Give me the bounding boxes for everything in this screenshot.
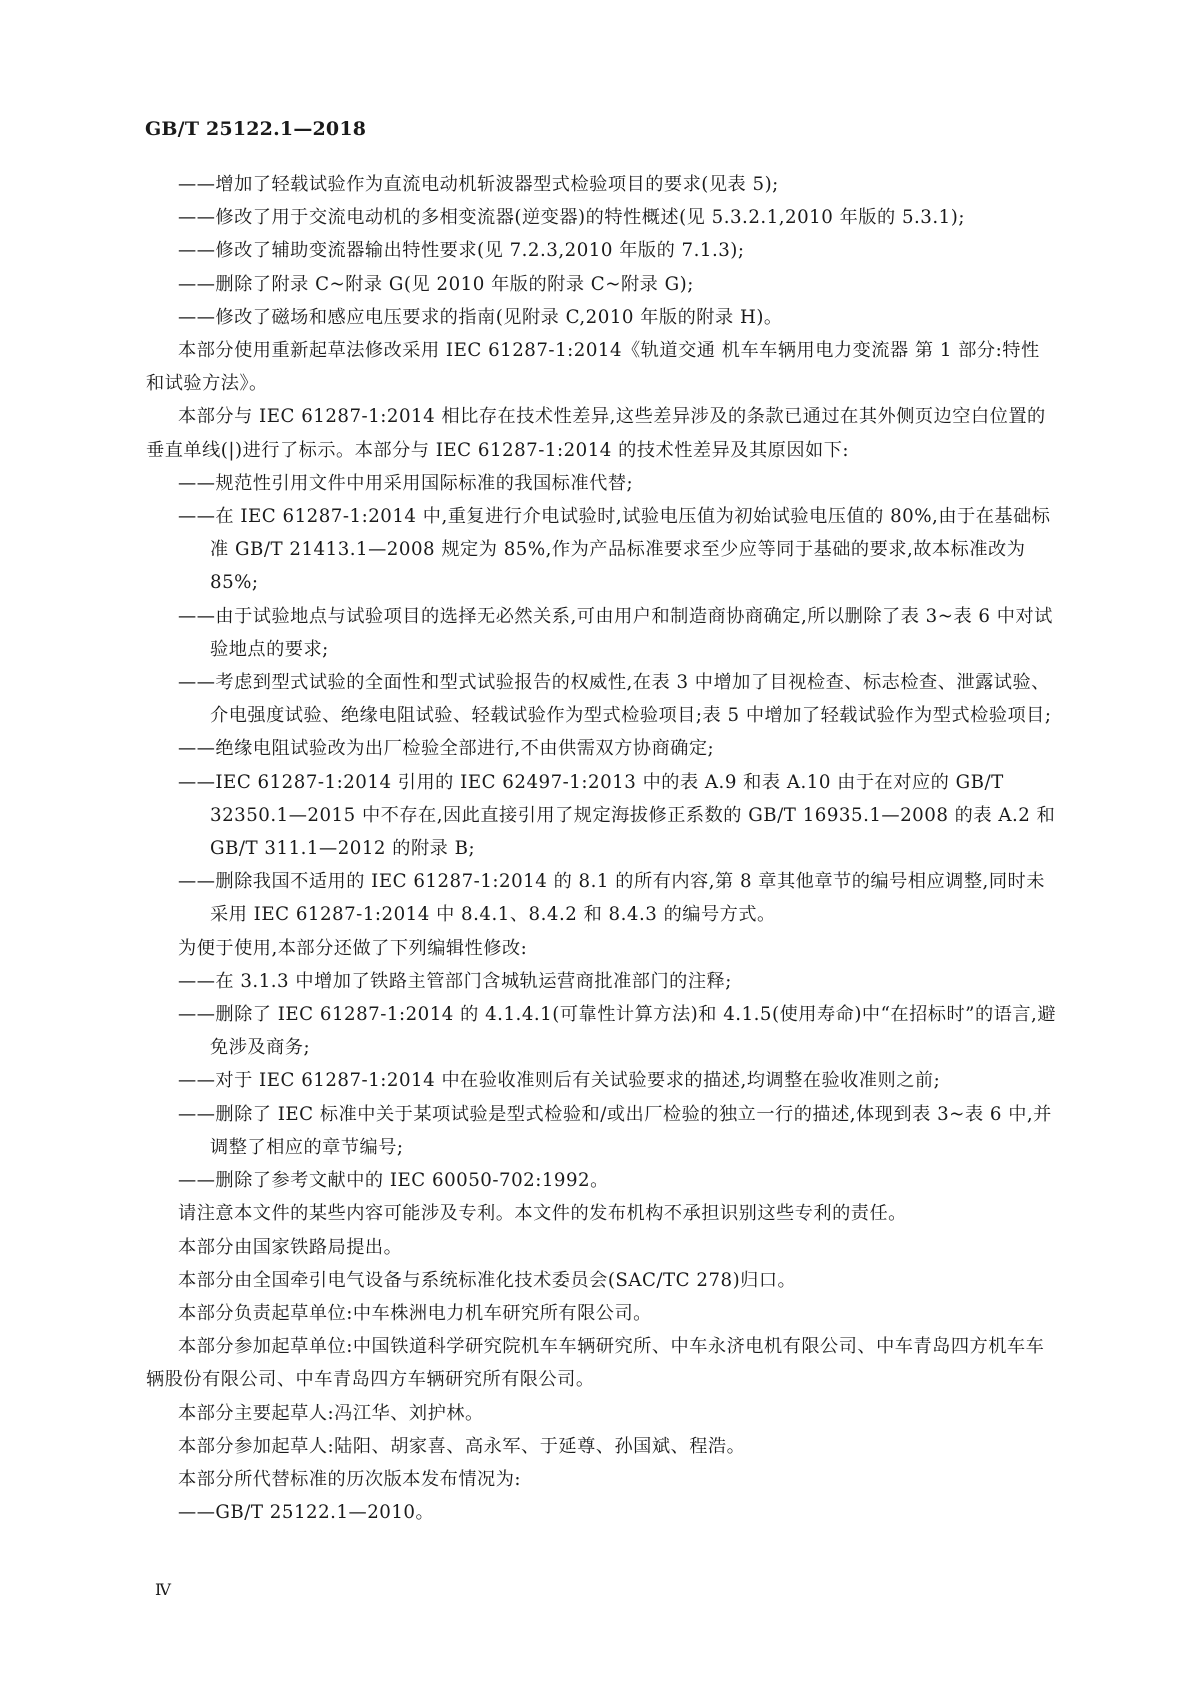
list-item: ——GB/T 25122.1—2010。 xyxy=(178,1502,435,1524)
list-item: ——修改了辅助变流器输出特性要求(见 7.2.3,2010 年版的 7.1.3); xyxy=(178,240,745,262)
list-item: ——删除了参考文献中的 IEC 60050-702:1992。 xyxy=(178,1170,609,1192)
list-item: ——考虑到型式试验的全面性和型式试验报告的权威性,在表 3 中增加了目视检查、标志检查、泄露试验、介电强度试验、绝缘电阻试验、轻载试验作为型式检验项目;表 5 中增加了轻载试验作为型式检验项目; xyxy=(178,672,1052,727)
paragraph: 为便于使用,本部分还做了下列编辑性修改: xyxy=(178,937,528,959)
document-body xyxy=(146,168,1058,1529)
page-number: Ⅳ xyxy=(155,1580,171,1599)
paragraph: 本部分主要起草人:冯江华、刘护林。 xyxy=(178,1402,484,1424)
paragraph: 本部分使用重新起草法修改采用 IEC 61287-1:2014《轨道交通 机车车辆用电力变流器 第 1 部分:特性和试验方法》。 xyxy=(146,340,1040,395)
list-item: ——修改了磁场和感应电压要求的指南(见附录 C,2010 年版的附录 H)。 xyxy=(178,306,783,328)
list-item: ——在 3.1.3 中增加了铁路主管部门含城轨运营商批准部门的注释; xyxy=(178,970,732,992)
paragraph: 请注意本文件的某些内容可能涉及专利。本文件的发布机构不承担识别这些专利的责任。 xyxy=(178,1203,907,1225)
list-item: ——规范性引用文件中用采用国际标准的我国标准代替; xyxy=(178,472,634,494)
list-item: ——IEC 61287-1:2014 引用的 IEC 62497-1:2013 中的表 A.9 和表 A.10 由于在对应的 GB/T 32350.1—2015 中不存在,因此直接引用了规定海拔修正系数的 GB/T 16935.1—2008 的表 A.2 和 GB/T 311.1—2012 的附录 B; xyxy=(178,771,1056,860)
paragraph: 本部分负责起草单位:中车株洲电力机车研究所有限公司。 xyxy=(178,1302,652,1324)
list-item: ——删除我国不适用的 IEC 61287-1:2014 的 8.1 的所有内容,第 8 章其他章节的编号相应调整,同时未采用 IEC 61287-1:2014 中 8.4.1、8.4.2 和 8.4.3 的编号方式。 xyxy=(178,871,1045,926)
list-item: ——修改了用于交流电动机的多相变流器(逆变器)的特性概述(见 5.3.2.1,2010 年版的 5.3.1); xyxy=(178,207,965,229)
standard-code-header: GB/T 25122.1—2018 xyxy=(145,118,367,140)
paragraph: 本部分参加起草人:陆阳、胡家喜、高永军、于延尊、孙国斌、程浩。 xyxy=(178,1435,746,1457)
paragraph: 本部分与 IEC 61287-1:2014 相比存在技术性差异,这些差异涉及的条款已通过在其外侧页边空白位置的垂直单线(|)进行了标示。本部分与 IEC 61287-1:2014 的技术性差异及其原因如下: xyxy=(146,406,1046,461)
list-item: ——在 IEC 61287-1:2014 中,重复进行介电试验时,试验电压值为初始试验电压值的 80%,由于在基础标准 GB/T 21413.1—2008 规定为 85%,作为产品标准要求至少应等同于基础的要求,故本标准改为 85%; xyxy=(178,506,1051,594)
list-item: ——删除了 IEC 61287-1:2014 的 4.1.4.1(可靠性计算方法)和 4.1.5(使用寿命)中“在招标时”的语言,避免涉及商务; xyxy=(178,1004,1056,1059)
paragraph: 本部分由全国牵引电气设备与系统标准化技术委员会(SAC/TC 278)归口。 xyxy=(178,1269,797,1291)
paragraph: 本部分由国家铁路局提出。 xyxy=(178,1236,403,1258)
list-item: ——由于试验地点与试验项目的选择无必然关系,可由用户和制造商协商确定,所以删除了表 3~表 6 中对试验地点的要求; xyxy=(178,605,1053,660)
list-item: ——删除了 IEC 标准中关于某项试验是型式检验和/或出厂检验的独立一行的描述,体现到表 3~表 6 中,并调整了相应的章节编号; xyxy=(178,1103,1052,1158)
list-item: ——对于 IEC 61287-1:2014 中在验收准则后有关试验要求的描述,均调整在验收准则之前; xyxy=(178,1070,941,1092)
paragraph: 本部分参加起草单位:中国铁道科学研究院机车车辆研究所、中车永济电机有限公司、中车青岛四方机车车辆股份有限公司、中车青岛四方车辆研究所有限公司。 xyxy=(146,1336,1045,1391)
list-item: ——增加了轻载试验作为直流电动机斩波器型式检验项目的要求(见表 5); xyxy=(178,174,779,195)
list-item: ——删除了附录 C~附录 G(见 2010 年版的附录 C~附录 G); xyxy=(178,273,694,295)
list-item: ——绝缘电阻试验改为出厂检验全部进行,不由供需双方协商确定; xyxy=(178,738,715,760)
paragraph: 本部分所代替标准的历次版本发布情况为: xyxy=(178,1468,522,1490)
